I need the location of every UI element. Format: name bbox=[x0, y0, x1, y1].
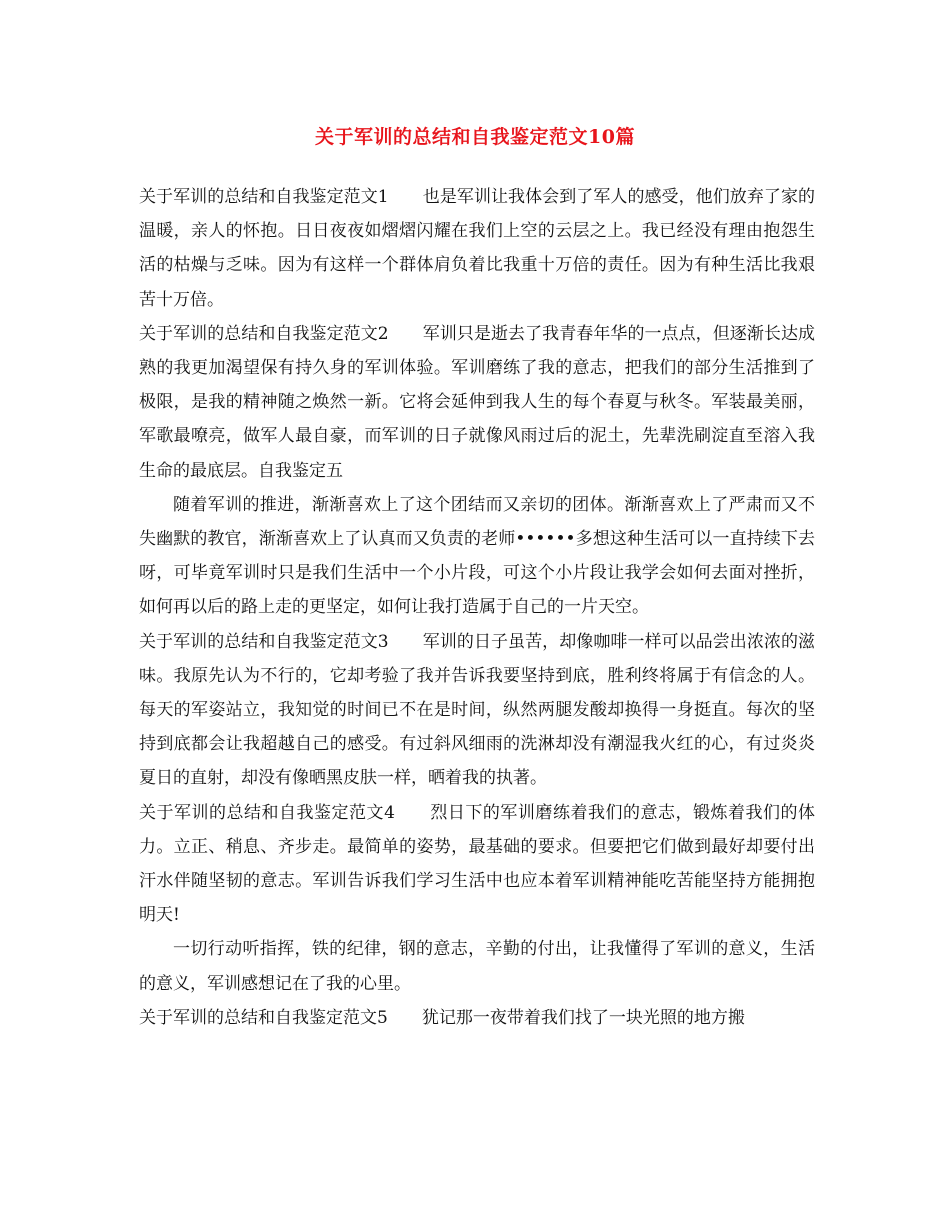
paragraph-6 bbox=[139, 932, 815, 1000]
section-heading-5: 关于军训的总结和自我鉴定范文5 bbox=[139, 1007, 388, 1028]
gap bbox=[389, 187, 423, 207]
paragraph-4 bbox=[139, 625, 815, 796]
section-heading-2: 关于军训的总结和自我鉴定范文2 bbox=[139, 323, 389, 344]
section-heading-4: 关于军训的总结和自我鉴定范文4 bbox=[139, 802, 395, 823]
paragraph-1 bbox=[139, 180, 815, 317]
section-heading-3: 关于军训的总结和自我鉴定范文3 bbox=[139, 631, 389, 652]
document-title: 关于军训的总结和自我鉴定范文10篇 bbox=[315, 126, 635, 148]
section-heading-1: 关于军训的总结和自我鉴定范文1 bbox=[139, 187, 389, 207]
paragraph-text-7: 犹记那一夜带着我们找了一块光照的地方搬 bbox=[421, 1007, 745, 1028]
paragraph-7 bbox=[139, 1001, 815, 1035]
paragraph-text-5: 烈日下的军训磨练着我们的意志，锻炼着我们的体力。立正、稍息、齐步走。最简单的姿势，最基础的要求。但要把它们做到最好却要付出汗水伴随坚韧的意志。军训告诉我们学习生活中也应本着军训精神能吃苦能坚持方能拥抱明天! bbox=[139, 802, 816, 926]
paragraph-2 bbox=[139, 317, 815, 488]
paragraph-text-1: 也是军训让我体会到了军人的感受，他们放弃了家的温暖，亲人的怀抱。日日夜夜如熠熠闪耀在我们上空的云层之上。我已经没有理由抱怨生活的枯燥与乏味。因为有这样一个群体肩负着比我重十万倍的责任。因为有种生活比我艰苦十万倍。 bbox=[139, 187, 816, 310]
gap bbox=[389, 632, 423, 652]
document-body bbox=[139, 180, 815, 1035]
paragraph-5 bbox=[139, 796, 815, 933]
paragraph-text-3: 随着军训的推进，渐渐喜欢上了这个团结而又亲切的团体。渐渐喜欢上了严肃而又不失幽默的教官，渐渐喜欢上了认真而又负责的老师••••••多想这种生活可以一直持续下去呀，可毕竟军训时只是我们生活中一个小片段，可这个小片段让我学会如何去面对挫折，如何再以后的路上走的更坚定，如何让我打造属于自己的一片天空。 bbox=[139, 494, 815, 618]
gap bbox=[389, 324, 423, 344]
paragraph-text-4: 军训的日子虽苦，却像咖啡一样可以品尝出浓浓的滋味。我原先认为不行的，它却考验了我并告诉我要坚持到底，胜利终将属于有信念的人。每天的军姿站立，我知觉的时间已不在是时间，纵然两腿发酸却换得一身挺直。每次的坚持到底都会让我超越自己的感受。有过斜风细雨的洗淋却没有潮湿我火红的心，有过炎炎夏日的直射，却没有像晒黑皮肤一样，晒着我的执著。 bbox=[139, 631, 816, 789]
gap bbox=[395, 803, 431, 823]
paragraph-3 bbox=[139, 488, 815, 625]
paragraph-text-2: 军训只是逝去了我青春年华的一点点，但逐渐长达成熟的我更加渴望保有持久身的军训体验。军训磨练了我的意志，把我们的部分生活推到了极限，是我的精神随之焕然一新。它将会延伸到我人生的每个春夏与秋冬。军装最美丽，军歌最嘹亮，做军人最自豪，而军训的日子就像风雨过后的泥土，先辈洗刷淀直至溶入我生命的最底层。自我鉴定五 bbox=[139, 323, 816, 481]
gap bbox=[388, 1008, 422, 1028]
paragraph-text-6: 一切行动听指挥，铁的纪律，钢的意志，辛勤的付出，让我懂得了军训的意义，生活的意义，军训感想记在了我的心里。 bbox=[139, 939, 815, 994]
